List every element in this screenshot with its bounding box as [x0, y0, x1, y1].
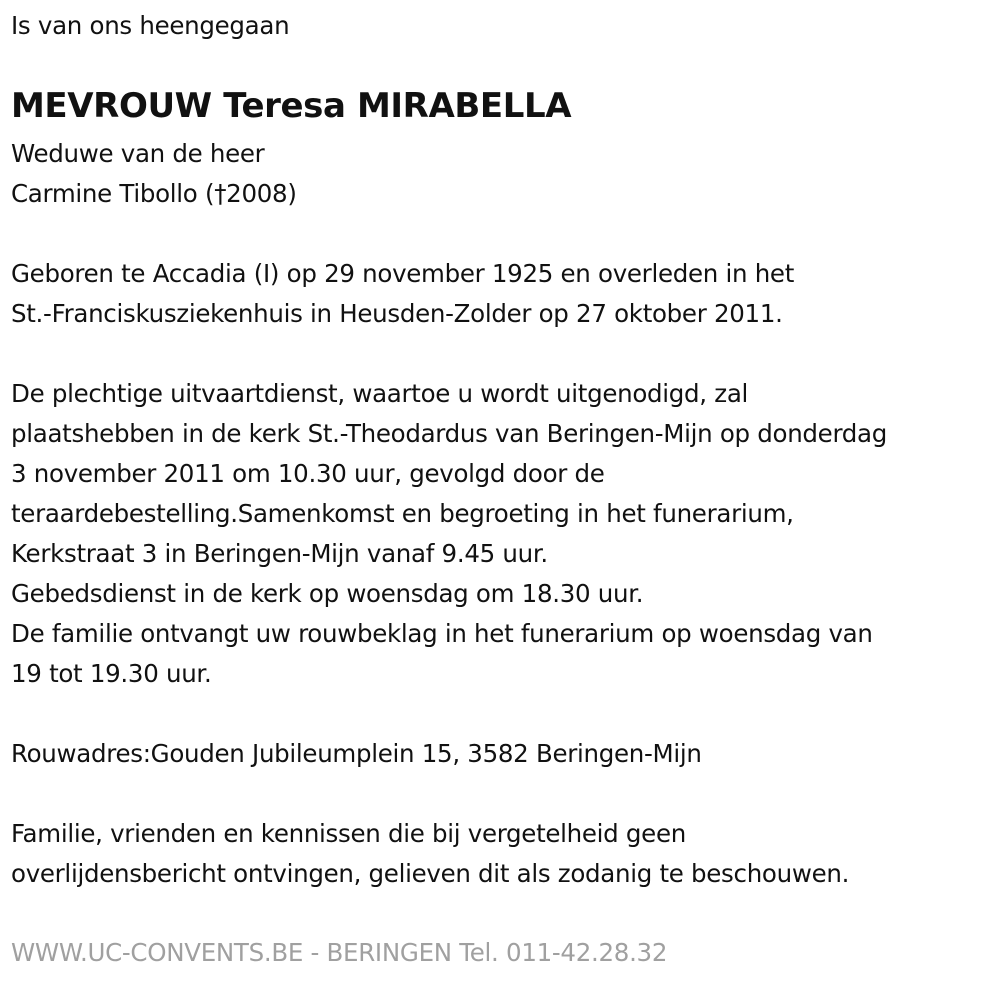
service-line: 3 november 2011 om 10.30 uur, gevolgd door de	[11, 459, 605, 488]
deceased-name: MEVROUW Teresa MIRABELLA	[11, 86, 572, 126]
spouse-block	[11, 134, 297, 214]
birth-death-block	[11, 254, 794, 334]
intro-line: Is van ons heengegaan	[11, 11, 290, 40]
service-block	[11, 374, 887, 694]
service-line: plaatshebben in de kerk St.-Theodardus van Beringen-Mijn op donderdag	[11, 419, 888, 448]
family-note-line: overlijdensbericht ontvingen, gelieven dit als zodanig te beschouwen.	[11, 859, 850, 888]
service-line: De plechtige uitvaartdienst, waartoe u wordt uitgenodigd, zal	[11, 379, 749, 408]
service-line: Kerkstraat 3 in Beringen-Mijn vanaf 9.45 uur.	[11, 539, 548, 568]
address-line: Rouwadres:Gouden Jubileumplein 15, 3582 Beringen-Mijn	[11, 739, 702, 768]
service-line: De familie ontvangt uw rouwbeklag in het funerarium op woensdag van	[11, 619, 873, 648]
spouse-line: Carmine Tibollo (†2008)	[11, 179, 297, 208]
spouse-line: Weduwe van de heer	[11, 139, 265, 168]
family-note-line: Familie, vrienden en kennissen die bij vergetelheid geen	[11, 819, 686, 848]
birth-death-line: Geboren te Accadia (I) op 29 november 1925 en overleden in het	[11, 259, 795, 288]
footer-contact: WWW.UC-CONVENTS.BE - BERINGEN Tel. 011-42.28.32	[11, 938, 668, 967]
service-line: 19 tot 19.30 uur.	[11, 659, 212, 688]
address-block	[11, 734, 702, 774]
service-line: teraardebestelling.Samenkomst en begroeting in het funerarium,	[11, 499, 794, 528]
birth-death-line: St.-Franciskusziekenhuis in Heusden-Zolder op 27 oktober 2011.	[11, 299, 783, 328]
family-note-block	[11, 814, 849, 894]
service-line: Gebedsdienst in de kerk op woensdag om 18.30 uur.	[11, 579, 644, 608]
